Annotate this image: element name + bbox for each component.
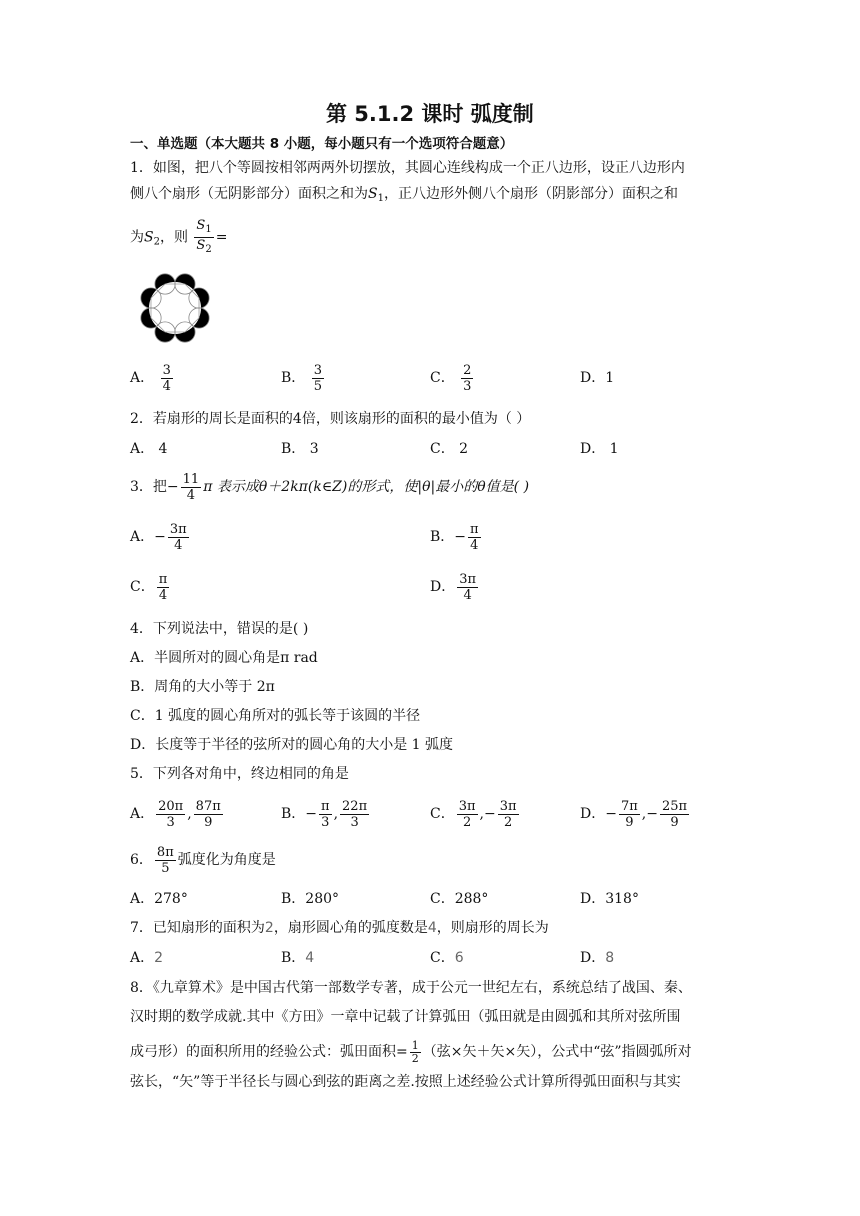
option-fraction [312,363,324,394]
sign: − [605,806,617,822]
q5-option-d: D．− $\frac{7\pi}{9}$ ,− $\frac{25\pi}{9}$ [580,798,688,830]
denominator: 3 [321,814,330,830]
q6-fraction [155,845,176,876]
option-fraction [457,572,478,603]
q1-line3-text-a: 为 [130,229,144,246]
fraction-1 [156,799,185,830]
half-fraction [410,1040,421,1065]
numerator: 3 [162,362,171,378]
denominator: 3 [350,814,359,830]
option-value: 2 [154,950,164,966]
option-fraction [461,363,473,394]
denominator: 2 [504,814,513,830]
numerator: 2 [463,362,472,378]
q8-line1: 8．《九章算术》是中国古代第一部数学专著，成于公元一世纪左右，系统总结了战国、秦、 [130,980,692,996]
option-label: D． [580,806,606,822]
s2-subscript: 2 [153,236,160,248]
denominator: 5 [161,860,170,876]
q6-option-b: B．280° [281,891,340,907]
option-label: A． [130,950,155,966]
numerator: 3 [313,362,323,378]
denominator: 4 [470,537,479,553]
option-label: D． [580,950,606,966]
q2-option-a: A． 4 [130,441,168,457]
q8-line2: 汉时期的数学成就.其中《方田》一章中记载了计算弧田（弧田就是由圆弧和其所对弦所围 [130,1009,681,1025]
numerator: π [158,571,168,587]
option-value: 1 [605,370,615,386]
numerator: 3π [169,521,187,537]
q3-stem [130,467,529,507]
option-label: B． [281,370,306,386]
numerator: 87π [195,798,221,814]
option-label: A． [130,806,155,822]
fraction-1 [319,799,332,830]
octagon-circles-figure [130,266,220,350]
option-label: C． [130,579,155,595]
option-label: B． [281,950,306,966]
option-value: 6 [454,950,464,966]
fraction-2 [340,799,369,830]
s1-over-s2-fraction [194,218,213,257]
option-label: D． [580,370,606,386]
fraction-2 [194,799,223,830]
q2-option-c: C． 2 [430,441,469,457]
denominator: 4 [162,378,171,394]
q8-line3-text-b: （弦×矢＋矢×矢），公式中“弦”指圆弧所对 [422,1044,692,1060]
q1-line2-text-b: ，正八边形外侧八个扇形（阴影部分）面积之和 [383,186,678,202]
sign: − [454,529,467,545]
frac-s2: S [196,238,206,253]
q6-stem [130,840,276,880]
fraction-1 [457,799,478,830]
q6-option-a: A．278° [130,891,188,907]
fraction-1 [619,799,640,830]
q2-option-b: B． 3 [281,441,319,457]
frac-s1-sub: 1 [205,224,212,235]
q4-option-c: C．1 弧度的圆心角所对的弧长等于该圆的半径 [130,708,421,724]
q6-prefix: 6． [130,852,153,868]
q8-line3 [130,1034,692,1070]
q7-value-area: 2 [264,920,274,936]
denominator: 5 [313,378,323,394]
q7-option-b [281,948,314,968]
q1-line3 [130,218,227,261]
numerator: 11 [182,471,200,487]
denominator: 9 [625,814,634,830]
q3-option-a [130,517,191,557]
numerator: π [470,521,479,537]
option-fraction [168,522,189,553]
numerator: π [321,798,330,814]
q3-option-b [430,517,483,557]
option-label: D． [430,579,456,595]
q1-line2-text-a: 侧八个扇形（无阴影部分）面积之和为 [130,186,368,202]
q7-value-angle: 4 [427,920,437,936]
denominator: 4 [174,537,183,553]
numerator: 20π [158,798,184,814]
sign: − [484,806,496,822]
q5-option-a: A． $\frac{20\pi}{3}$ , $\frac{87\pi}{9}$ [130,798,221,830]
q3-option-d [430,567,480,607]
q3-fraction [181,472,202,503]
denominator: 2 [411,1051,419,1065]
q6-option-d: D．318° [580,891,639,907]
q7-option-c [430,948,464,968]
option-value: 4 [305,950,315,966]
q7-text-3: ，则扇形的周长为 [436,920,549,936]
q4-option-a: A．半圆所对的圆心角是π rad [130,650,318,666]
q6-option-c: C．288° [430,891,489,907]
option-label: A． [130,529,155,545]
sign: − [154,529,166,545]
q5-stem: 5．下列各对角中，终边相同的角是 [130,766,349,782]
q6-rest: 弧度化为角度是 [177,852,276,868]
option-label: C． [430,950,455,966]
q1-option-c [430,358,475,398]
numerator: 8π [156,844,174,860]
q1-line3-text-b: ，则 [159,229,188,246]
s2-symbol: S [144,229,154,246]
denominator: 3 [463,378,472,394]
denominator: 4 [186,487,196,503]
fraction-2 [498,799,519,830]
option-label: C． [430,370,455,386]
option-fraction [157,572,170,603]
page-title: 第 5.1.2 课时 弧度制 [326,102,534,126]
q1-option-b [281,358,326,398]
q1-line2 [130,184,678,209]
q8-line3-text-a: 成弓形）的面积所用的经验公式：弧田面积= [130,1044,408,1060]
q7-stem [130,918,549,938]
s1-symbol: S [368,186,378,202]
s1-subscript: 1 [377,193,384,204]
denominator: 4 [463,587,472,603]
option-label: C． [430,806,455,822]
q4-stem: 4．下列说法中，错误的是( ) [130,621,309,637]
option-label: A． [130,370,155,386]
numerator: 7π [620,798,638,814]
numerator: 3π [499,798,517,814]
denominator: 2 [462,814,472,830]
sign: − [646,806,658,822]
numerator: 3π [459,571,477,587]
q7-text-2: ，扇形圆心角的弧度数是 [273,920,428,936]
numerator: 3π [458,798,476,814]
option-value: 8 [605,950,615,966]
denominator: 9 [204,814,213,830]
q2-option-d: D． 1 [580,441,619,457]
q7-text-1: 7．已知扇形的面积为 [130,920,265,936]
q1-option-d [580,368,614,388]
option-label: B． [430,529,455,545]
q1-option-a [130,358,175,398]
sign: − [305,806,318,822]
q4-option-d: D．长度等于半径的弦所对的圆心角的大小是 1 弧度 [130,737,454,753]
q1-equals: = [215,229,228,246]
fraction-2 [660,799,689,830]
frac-s2-sub: 2 [205,244,212,255]
q7-option-a [130,948,163,968]
q3-prefix: 3．把 [130,479,167,495]
q1-line1: 1．如图，把八个等圆按相邻两两外切摆放，其圆心连线构成一个正八边形，设正八边形内 [130,160,685,176]
q8-line4: 弦长，“矢”等于半径长与圆心到弦的距离之差.按照上述经验公式计算所得弧田面积与其实 [130,1074,681,1090]
denominator: 3 [166,814,175,830]
denominator: 4 [158,587,168,603]
option-label: B． [281,806,306,822]
numerator: 25π [661,798,688,814]
option-fraction [161,363,173,394]
q4-option-b: B．周角的大小等于 2π [130,679,275,695]
q3-option-c [130,567,171,607]
option-fraction [468,522,481,553]
q2-stem: 2．若扇形的周长是面积的4倍，则该扇形的面积的最小值为（ ） [130,411,531,427]
q3-rest: π 表示成θ＋2kπ(k∈Z)的形式，使|θ|最小的θ值是( ) [203,479,530,495]
q5-option-b: B．− $\frac{\pi}{3}$ , $\frac{22\pi}{3}$ [281,798,368,830]
denominator: 9 [670,814,679,830]
q5-option-c: C． $\frac{3\pi}{2}$ ,− $\frac{3\pi}{2}$ [430,798,517,830]
q7-option-d [580,948,614,968]
section-heading: 一、单选题（本大题共 8 小题，每小题只有一个选项符合题意） [130,136,514,152]
numerator: 22π [342,798,368,814]
numerator: 1 [411,1038,419,1052]
minus-sign: − [166,479,179,495]
frac-s1: S [196,218,206,233]
